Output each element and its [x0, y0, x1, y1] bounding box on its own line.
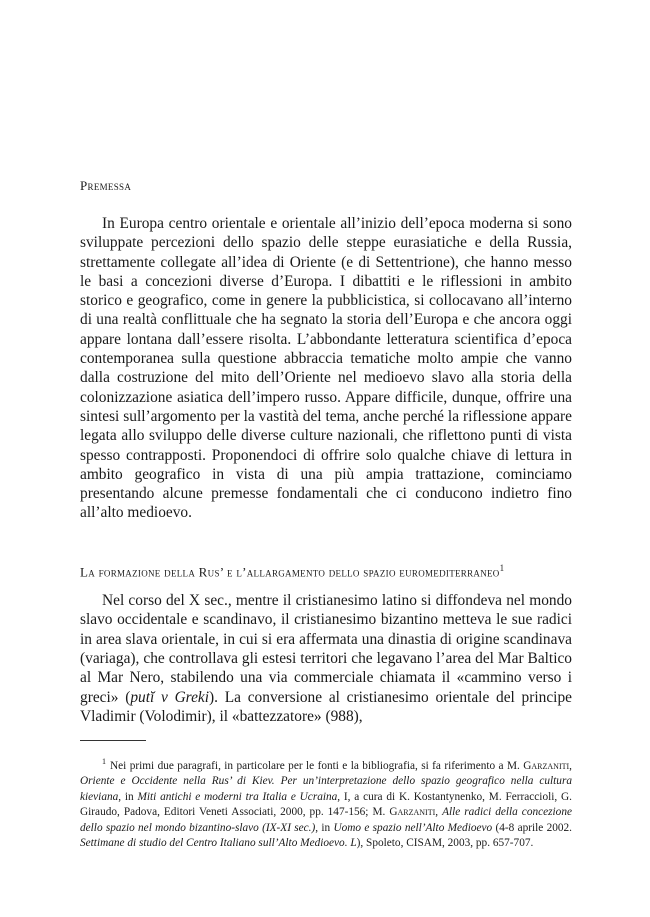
footnote-author: Garzaniti [523, 759, 570, 772]
footnote-author: Garzaniti [389, 806, 436, 819]
page-content [80, 178, 572, 851]
section-text-italic: putĭ v Greki [130, 688, 210, 706]
section-paragraph [80, 591, 572, 726]
section-text-before: Nel corso del X sec., mentre il cristianesimo latino si diffondeva nel mondo slavo occidentale e scandinavo, il cristianesimo bizantino metteva le sue radici in area slava orientale, in cui si era affermata una dinastia di origine scandinava (variaga), che controllava gli estesi territori che legavano l’area del Mar Baltico al Mar Nero, stabilendo una via commerciale chiamata il «cammino verso i greci» ( [80, 592, 572, 706]
footnote-text: , in [315, 821, 334, 834]
footnote-reference[interactable]: 1 [499, 562, 505, 573]
footnote-title: Alle radici della concezione dello spazio nel mondo bizantino-slavo (IX-XI sec.) [80, 806, 572, 834]
footnote-text: , [435, 806, 443, 819]
footnote-text: (4-8 aprile 2002. [492, 821, 572, 834]
section-heading [80, 559, 572, 581]
footnote-text: , in [118, 790, 138, 803]
footnote-text: Nei primi due paragrafi, in particolare per le fonti e la bibliografia, si fa riferimento a M. [110, 759, 524, 772]
footnote-title: Uomo e spazio nell’Alto Medioevo [333, 821, 493, 834]
footnote-title: Oriente e Occidente nella Rus’ di Kiev. Per un’interpretazione dello spazio geografico nella cultura kieviana [80, 775, 572, 803]
footnote-title: Miti antichi e moderni tra Italia e Ucraina [137, 790, 338, 803]
premessa-paragraph: In Europa centro orientale e orientale all’inizio dell’epoca moderna si sono sviluppate percezioni dello spazio delle steppe eurasiatiche e della Russia, strettamente collegate all’idea di Oriente (e di Settentrione), che hanno messo le basi a concezioni diverse d’Europa. I dibattiti e le riflessioni in ambito storico e geografico, come in genere la pubblicistica, si collocavano all’interno di una realtà conflittuale che ha segnato la storia dell’Europa e che ancora oggi appare lontana dall’essere risolta. L’abbondante letteratura scientifica d’epoca contemporanea sulla questione abbraccia tematiche molto ampie che vanno dalla costruzione del mito dell’Oriente nel medioevo slavo alla storia della colonizzazione asiatica dell’impero russo. Appare difficile, dunque, offrire una sintesi sull’argomento per la vastità del tema, anche perché la riflessione appare legata allo sviluppo delle diverse culture nazionali, che riflettono punti di vista spesso contrapposti. Proponendoci di offrire solo qualche chiave di lettura in ambito geografico in vista di una più ampia trattazione, cominciamo presentando alcune premesse fondamentali che ci conducono indietro fino all’alto medioevo. [80, 215, 572, 522]
footnote-title: Settimane di studio del Centro Italiano sull’Alto Medioevo. L [80, 836, 357, 849]
section-text-after: ). La conversione al cristianesimo orientale del principe Vladimir (Volodimir), il «battezzatore» (988), [80, 688, 572, 725]
footnote-text: , I, a cura di K. Kostantynenko, M. Ferracciolі, G. Giraudo, Padova, Editori Veneti Associati, 2000, pp. 147-156; M. [80, 790, 572, 819]
footnote-mark: 1 [102, 757, 106, 767]
footnote-divider [80, 740, 146, 741]
footnote-text: , [569, 759, 572, 772]
premessa-heading: Premessa [80, 178, 132, 193]
footnote-1 [80, 754, 572, 851]
footnote-text: ), Spoleto, CISAM, 2003, pp. 657-707. [356, 836, 534, 849]
section-heading-text: La formazione della Rus’ e l’allargamento dello spazio euromediterraneo [80, 564, 500, 580]
